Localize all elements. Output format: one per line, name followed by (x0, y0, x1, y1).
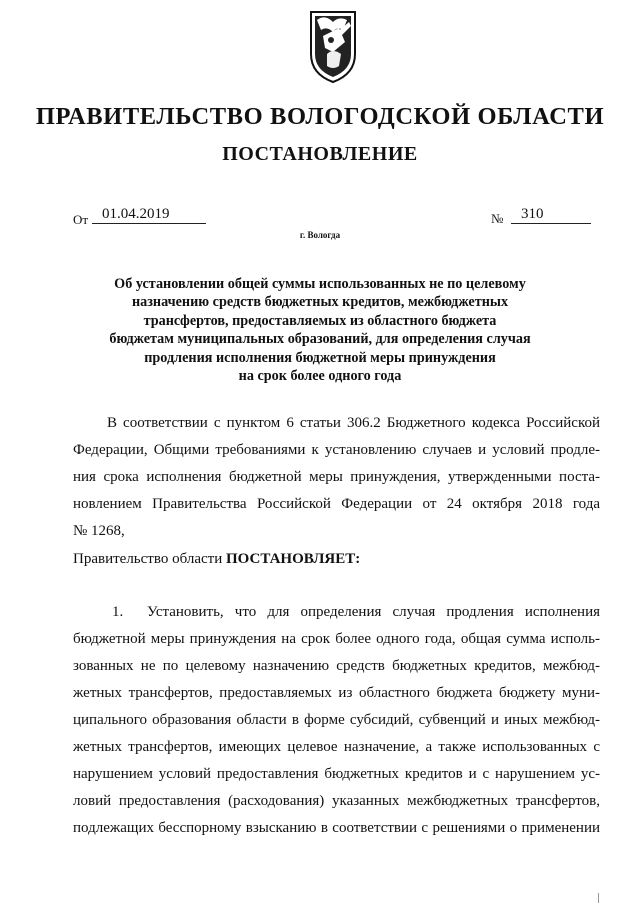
title-line: трансфертов, предоставляемых из областного бюджета (143, 312, 497, 329)
date-label: От (73, 212, 89, 227)
item-line: жетных трансфертов, предоставляемых из областного бюджета бюджету муни- (73, 685, 600, 701)
document-date: 01.04.2019 (92, 206, 206, 224)
document-type: ПОСТАНОВЛЕНИЕ (222, 143, 418, 165)
preamble-line: Федерации, Общими требованиями к установлению случаев и условий продле- (73, 442, 600, 458)
document-number: 310 (511, 206, 591, 224)
scan-mark (598, 893, 599, 903)
item-line: бюджетной меры принуждения на срок более одного года, общая сумма исполь- (73, 631, 600, 647)
title-line: на срок более одного года (238, 368, 402, 385)
item-line: Установить, что для определения случая продления исполнения (147, 604, 600, 620)
title-line: Об установлении общей суммы использованных не по целевому (114, 276, 526, 292)
number-label: № (491, 211, 504, 226)
decree-prefix: Правительство области (73, 551, 223, 567)
title-line: назначению средств бюджетных кредитов, межбюджетных (131, 294, 509, 311)
item-line: ловий предоставления (расходования) указанных межбюджетных трансфертов, (73, 793, 600, 809)
preamble-line: В соответствии с пунктом 6 статьи 306.2 Бюджетного кодекса Российской (107, 415, 600, 431)
preamble-line: № 1268, (73, 523, 125, 539)
coat-of-arms-icon (303, 8, 363, 84)
item-line: зованных не по целевому назначению средств бюджетных кредитов, межбюд- (73, 658, 600, 674)
title-line: бюджетам муниципальных образований, для определения случая (109, 331, 531, 348)
item-number: 1. (112, 604, 124, 620)
item-line: нарушением условий предоставления бюджетных кредитов и с нарушением ус- (73, 766, 600, 782)
item-line: жетных трансфертов, имеющих целевое назначение, а также использованных с (73, 739, 600, 755)
decree-word: ПОСТАНОВЛЯЕТ: (225, 551, 361, 567)
decree-line (73, 549, 360, 569)
title-line: продления исполнения бюджетной меры принуждения (144, 349, 496, 366)
preamble-line: новлением Правительства Российской Федерации от 24 октября 2018 года (73, 496, 600, 512)
city: г. Вологда (299, 230, 341, 240)
item-line: ципального образования области в форме субсидий, субвенций и иных межбюд- (73, 712, 600, 728)
item-line: подлежащих бесспорному взысканию в соответствии с решениями о применении (73, 820, 600, 836)
organization-title: ПРАВИТЕЛЬСТВО ВОЛОГОДСКОЙ ОБЛАСТИ (35, 103, 605, 130)
preamble-line: ния срока исполнения бюджетной меры принуждения, утвержденными поста- (73, 469, 600, 485)
document-title (100, 275, 540, 385)
